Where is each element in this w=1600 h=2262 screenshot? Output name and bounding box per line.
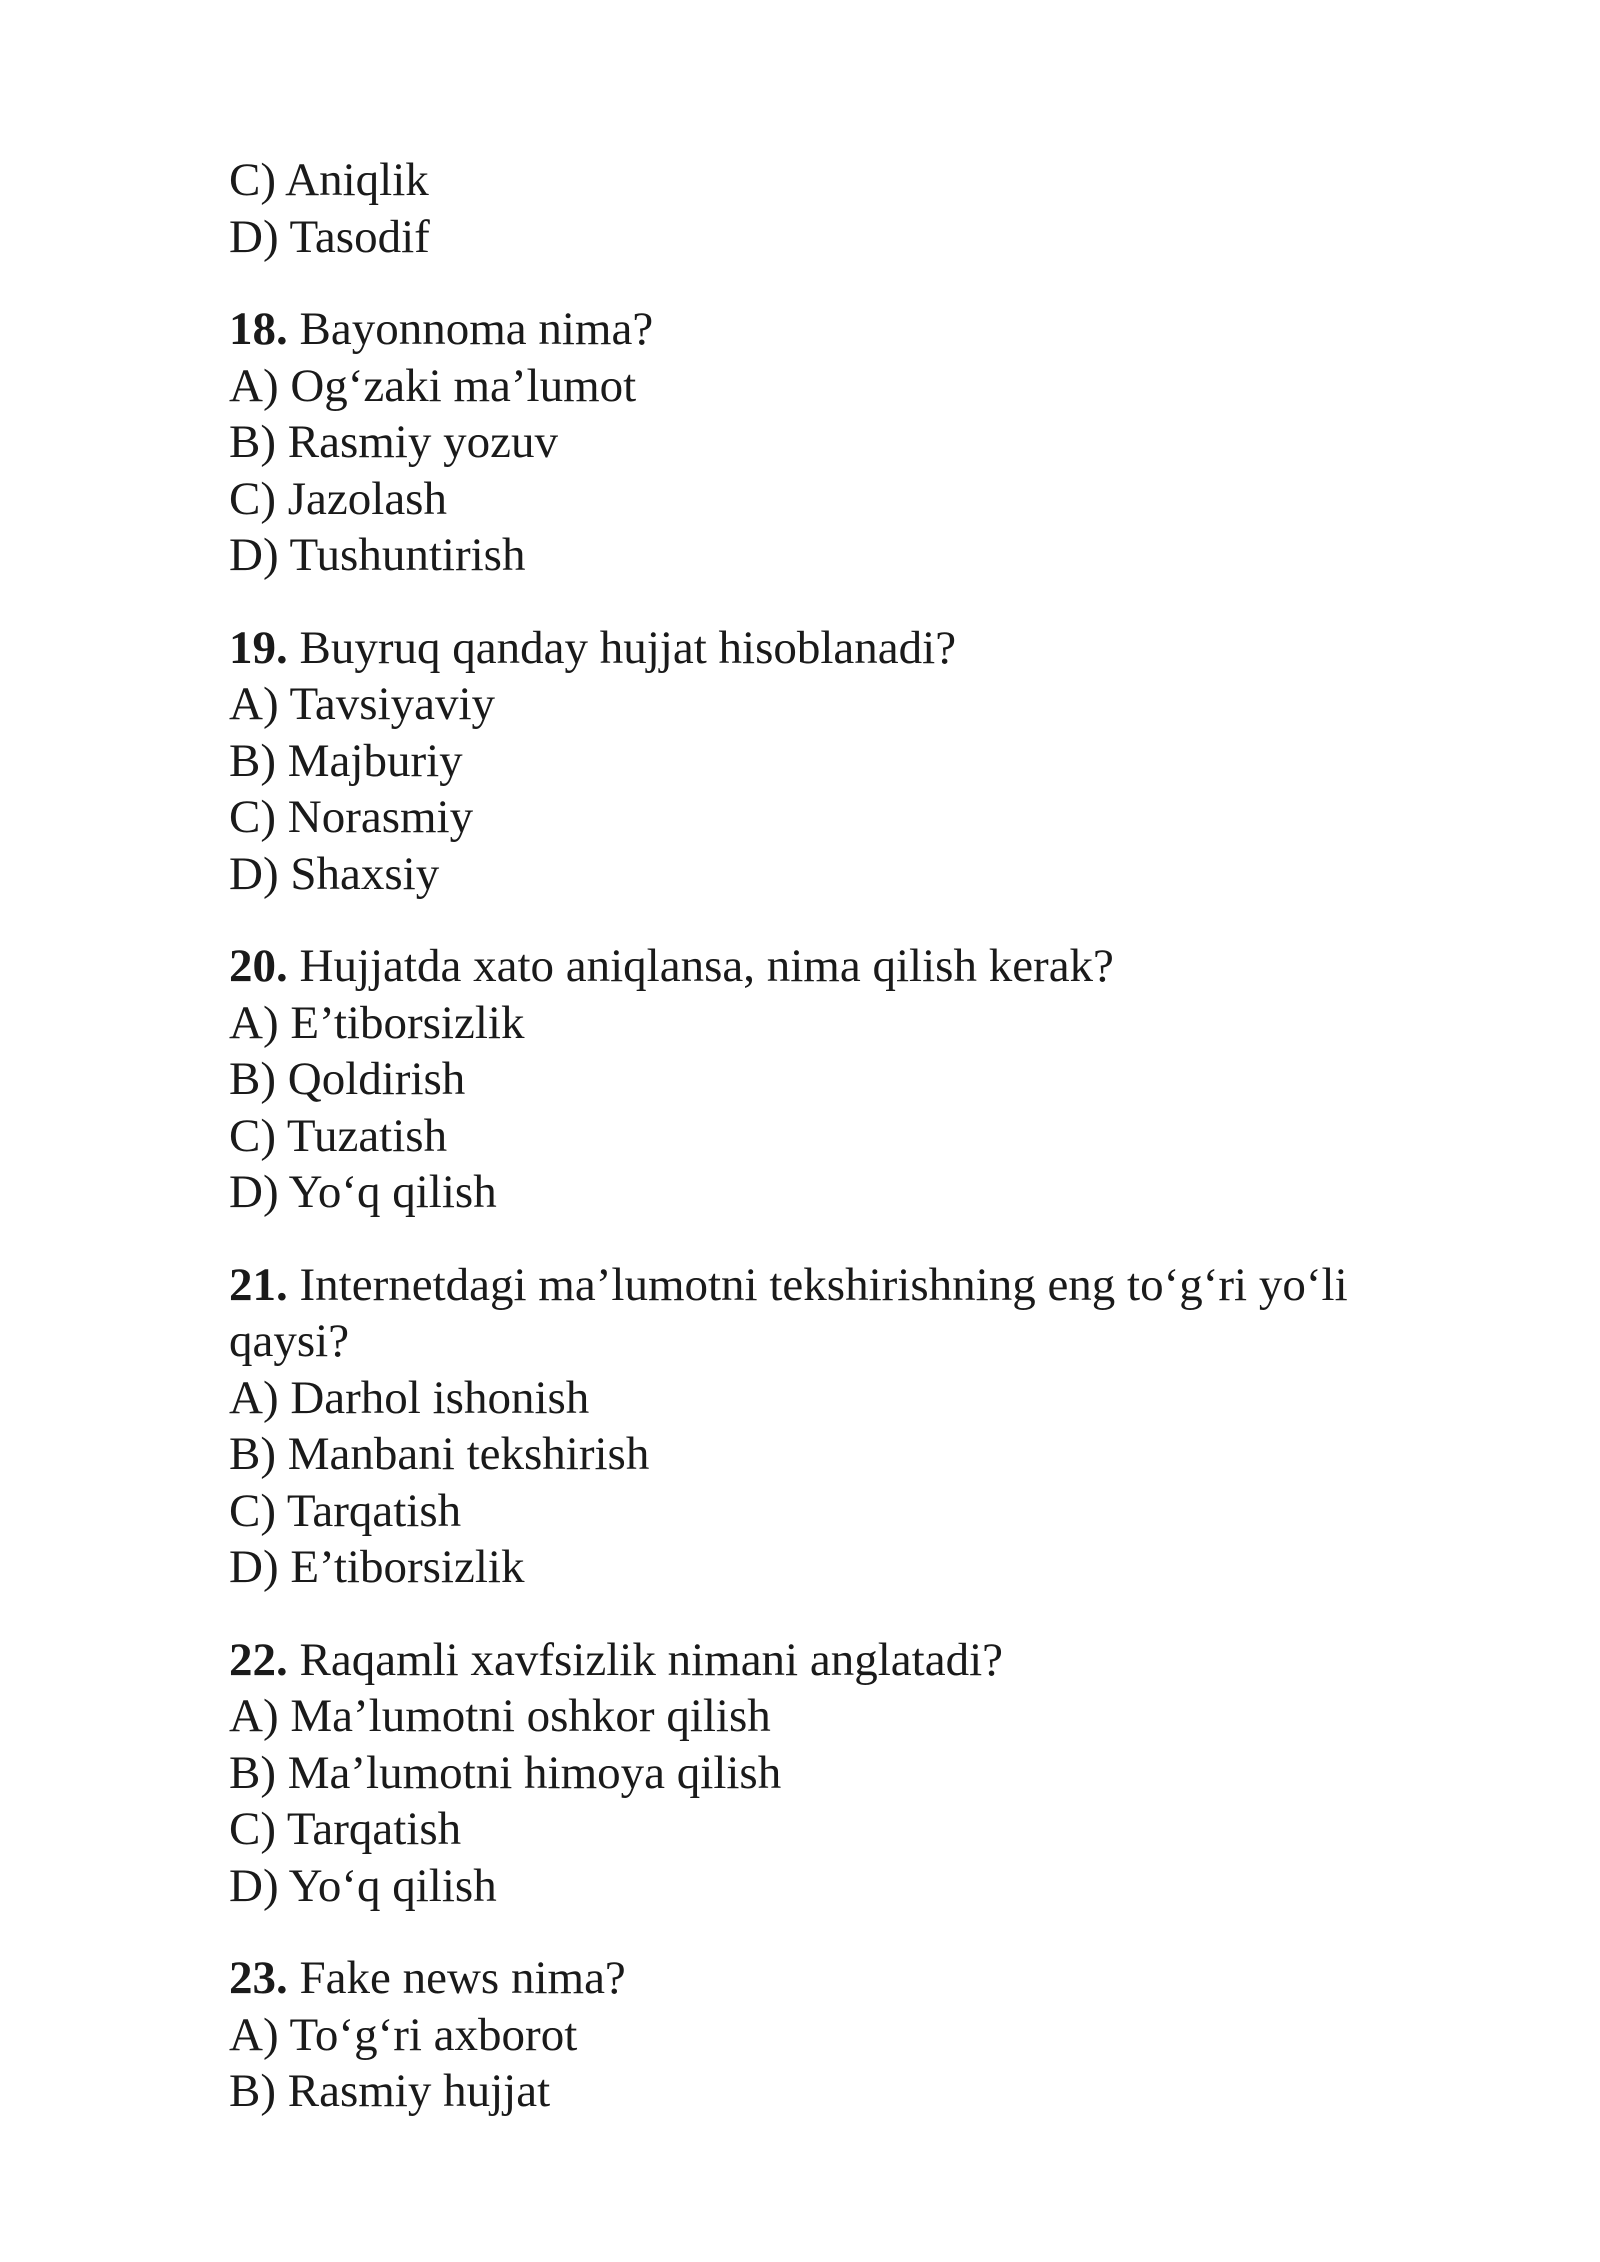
option-c: C) Tuzatish	[229, 1109, 448, 1162]
option-c: C) Tarqatish	[229, 1484, 462, 1537]
quiz-content	[229, 152, 1389, 2120]
option-b: B) Rasmiy yozuv	[229, 416, 558, 468]
option-c: C) Tarqatish	[229, 1803, 462, 1855]
question-number: 19.	[229, 621, 288, 674]
option-d: D) Yo‘q qilish	[229, 1166, 497, 1218]
question-text	[229, 1257, 1389, 1370]
question-19	[229, 620, 1389, 903]
question-prompt: Hujjatda xato aniqlansa, nima qilish kerak?	[299, 940, 1114, 992]
option-a: A) Tavsiyaviy	[229, 678, 496, 730]
option-d: D) Tushuntirish	[229, 529, 526, 581]
option-a: A) E’tiborsizlik	[229, 996, 525, 1049]
question-number: 18.	[229, 303, 288, 355]
question-number: 22.	[229, 1633, 288, 1686]
option-b: B) Qoldirish	[229, 1053, 466, 1105]
question-prompt: Buyruq qanday hujjat hisoblanadi?	[299, 621, 957, 674]
question-prompt: Bayonnoma nima?	[299, 303, 654, 355]
question-text	[229, 938, 1389, 995]
option-d: D) Tasodif	[229, 210, 430, 263]
question-number: 21.	[229, 1258, 288, 1311]
option-c: C) Jazolash	[229, 472, 447, 525]
question-22	[229, 1632, 1389, 1915]
question-prompt: Internetdagi ma’lumotni tekshirishning eng to‘g‘ri yo‘li qaysi?	[229, 1258, 1348, 1367]
question-text	[229, 620, 1389, 677]
question-text	[229, 301, 1389, 358]
question-18	[229, 301, 1389, 584]
option-a: A) Darhol ishonish	[229, 1371, 590, 1424]
option-c: C) Norasmiy	[229, 791, 474, 843]
question-23	[229, 1950, 1389, 2120]
question-prompt: Raqamli xavfsizlik nimani anglatadi?	[299, 1633, 1003, 1686]
question-number: 20.	[229, 940, 288, 992]
option-b: B) Manbani tekshirish	[229, 1428, 650, 1480]
option-d: D) E’tiborsizlik	[229, 1541, 525, 1593]
option-b: B) Majburiy	[229, 734, 463, 787]
question-21	[229, 1257, 1389, 1596]
option-d: D) Yo‘q qilish	[229, 1859, 497, 1912]
option-b: B) Ma’lumotni himoya qilish	[229, 1746, 782, 1799]
option-a: A) Ma’lumotni oshkor qilish	[229, 1690, 771, 1742]
question-prompt: Fake news nima?	[299, 1952, 626, 2004]
option-c: C) Aniqlik	[229, 154, 429, 206]
question-number: 23.	[229, 1952, 288, 2004]
option-b: B) Rasmiy hujjat	[229, 2065, 551, 2117]
option-a: A) To‘g‘ri axborot	[229, 2008, 578, 2061]
option-a: A) Og‘zaki ma’lumot	[229, 359, 637, 412]
leading-options	[229, 152, 1389, 265]
option-d: D) Shaxsiy	[229, 847, 440, 900]
question-text	[229, 1632, 1389, 1689]
question-20	[229, 938, 1389, 1221]
question-text	[229, 1950, 1389, 2007]
